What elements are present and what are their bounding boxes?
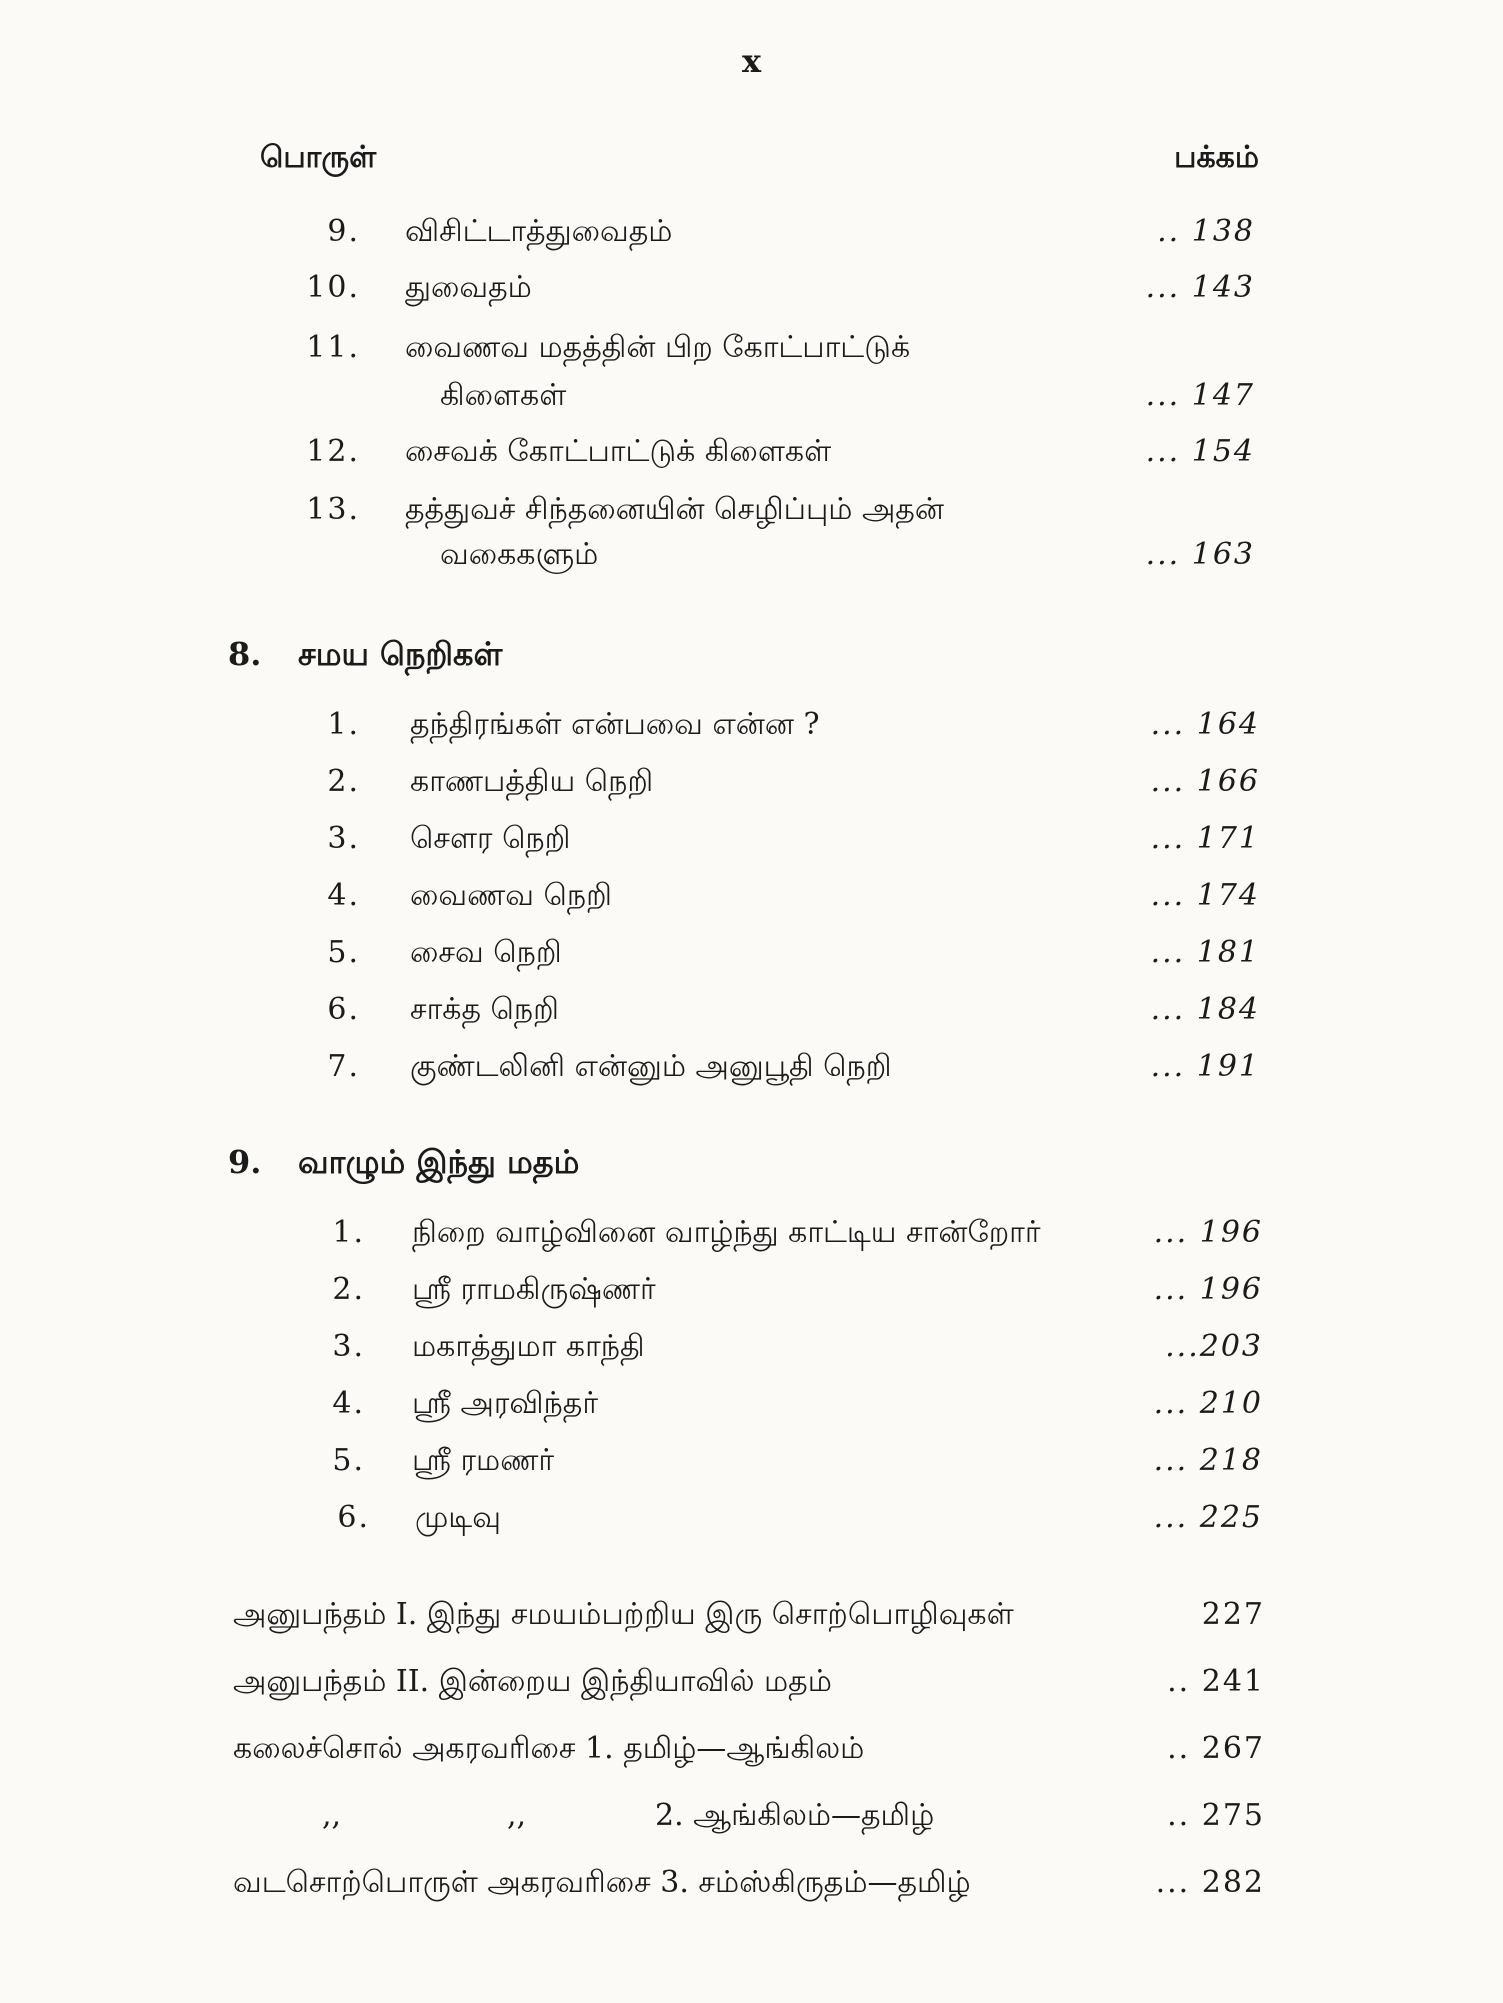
- item-title: குண்டலினி என்னும் அனுபூதி நெறி: [410, 1049, 892, 1084]
- item-page: ... 225: [1153, 1500, 1263, 1535]
- item-page: ... 210: [1153, 1386, 1263, 1421]
- item-title: வடசொற்பொருள் அகரவரிசை 3. சம்ஸ்கிருதம்—தமிழ்: [233, 1865, 971, 1900]
- item-title: துவைதம்: [405, 270, 532, 305]
- item-title: வைணவ நெறி: [410, 878, 612, 913]
- item-title: முடிவு: [415, 1500, 501, 1535]
- item-page: ... 174: [1150, 878, 1260, 913]
- item-title: ஸ்ரீ ரமணர்: [412, 1443, 555, 1478]
- item-number: 6.: [327, 992, 360, 1027]
- section-number: 9.: [228, 1143, 262, 1181]
- item-number: 4.: [327, 878, 360, 913]
- item-title: தந்திரங்கள் என்பவை என்ன ?: [410, 707, 820, 742]
- item-page: ... 147: [1145, 378, 1255, 413]
- item-number: 9.: [327, 214, 360, 249]
- item-title: கலைச்சொல் அகரவரிசை 1. தமிழ்—ஆங்கிலம்: [233, 1731, 865, 1766]
- ditto-mark: ,,: [322, 1798, 342, 1833]
- item-page: ... 196: [1153, 1272, 1263, 1307]
- item-number: 2.: [332, 1272, 365, 1307]
- item-title: ஸ்ரீ ராமகிருஷ்ணர்: [412, 1272, 656, 1307]
- item-page: ... 164: [1150, 707, 1260, 742]
- item-title: வைணவ மதத்தின் பிற கோட்பாட்டுக்: [405, 330, 911, 365]
- item-title: தத்துவச் சிந்தனையின் செழிப்பும் அதன்: [405, 492, 944, 527]
- item-title: ஸ்ரீ அரவிந்தர்: [412, 1386, 598, 1421]
- section-heading: [228, 1143, 579, 1185]
- item-page: .. 138: [1157, 214, 1255, 249]
- list-item: [0, 490, 1503, 590]
- item-number: 3.: [327, 821, 360, 856]
- item-title-continued: கிளைகள்: [440, 378, 567, 413]
- item-number: 5.: [332, 1443, 365, 1478]
- item-title: நிறை வாழ்வினை வாழ்ந்து காட்டிய சான்றோர்: [412, 1215, 1041, 1250]
- item-number: 12.: [306, 434, 360, 469]
- list-item: [0, 328, 1503, 428]
- item-title: சாக்த நெறி: [410, 992, 559, 1027]
- item-number: 7.: [327, 1049, 360, 1084]
- header-page: பக்கம்: [1174, 140, 1259, 175]
- item-number: 4.: [332, 1386, 365, 1421]
- header-subject: பொருள்: [260, 140, 377, 175]
- item-page: .. 267: [1167, 1731, 1265, 1766]
- page-number: x: [741, 42, 762, 80]
- item-number: 11.: [306, 330, 360, 365]
- item-title: மகாத்துமா காந்தி: [412, 1329, 645, 1364]
- section-heading: [228, 635, 502, 677]
- item-page: ... 196: [1153, 1215, 1263, 1250]
- item-title: அனுபந்தம் I. இந்து சமயம்பற்றிய இரு சொற்பொழிவுகள்: [233, 1597, 1014, 1632]
- item-page: .. 275: [1167, 1798, 1265, 1833]
- item-page: ... 143: [1145, 270, 1255, 305]
- item-title-continued: வகைகளும்: [440, 537, 599, 572]
- item-page: ... 191: [1150, 1049, 1260, 1084]
- item-number: 10.: [306, 270, 360, 305]
- item-page: ... 184: [1150, 992, 1260, 1027]
- item-page: ... 181: [1150, 935, 1260, 970]
- item-number: 6.: [337, 1500, 370, 1535]
- item-page: ...203: [1165, 1329, 1263, 1364]
- item-page: ... 163: [1145, 537, 1255, 572]
- section-title: வாழும் இந்து மதம்: [298, 1143, 580, 1181]
- ditto-mark: ,,: [507, 1798, 527, 1833]
- item-title: சைவக் கோட்பாட்டுக் கிளைகள்: [405, 434, 832, 469]
- item-page: ... 154: [1145, 434, 1255, 469]
- item-title: சைவ நெறி: [410, 935, 562, 970]
- item-number: 13.: [306, 492, 360, 527]
- item-title: சௌர நெறி: [410, 821, 571, 856]
- item-title: 2. ஆங்கிலம்—தமிழ்: [655, 1798, 935, 1833]
- item-page: 227: [1201, 1597, 1265, 1632]
- item-number: 2.: [327, 764, 360, 799]
- item-page: ... 166: [1150, 764, 1260, 799]
- item-page: ... 171: [1150, 821, 1260, 856]
- item-title: காணபத்திய நெறி: [410, 764, 654, 799]
- item-number: 5.: [327, 935, 360, 970]
- item-page: ... 282: [1155, 1865, 1265, 1900]
- section-title: சமய நெறிகள்: [298, 635, 503, 673]
- item-number: 1.: [332, 1215, 365, 1250]
- item-page: ... 218: [1153, 1443, 1263, 1478]
- section-number: 8.: [228, 635, 262, 673]
- item-title: விசிட்டாத்துவைதம்: [405, 214, 673, 249]
- item-page: .. 241: [1167, 1664, 1265, 1699]
- item-title: அனுபந்தம் II. இன்றைய இந்தியாவில் மதம்: [233, 1664, 832, 1699]
- item-number: 1.: [327, 707, 360, 742]
- item-number: 3.: [332, 1329, 365, 1364]
